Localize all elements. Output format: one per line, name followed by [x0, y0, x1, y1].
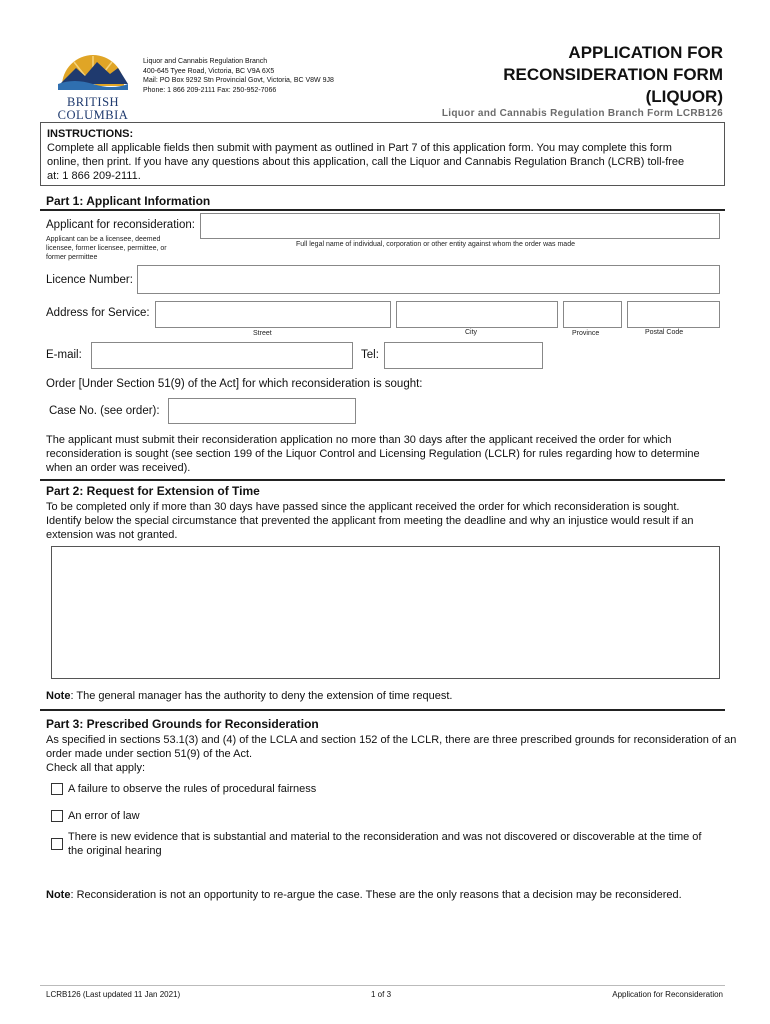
extension-reason-textarea[interactable] — [51, 546, 720, 679]
part3-line-1: As specified in sections 53.1(3) and (4) of the LCLA and section 152 of the LCLR, there are three prescribed grounds for reconsideration of an — [46, 734, 737, 746]
email-label: E-mail: — [46, 349, 82, 361]
tel-label: Tel: — [361, 349, 379, 361]
org-address-1: 400-645 Tyee Road, Victoria, BC V9A 6X5 — [143, 67, 275, 75]
instructions-heading: INSTRUCTIONS: — [47, 128, 134, 140]
form-id: Liquor and Cannabis Regulation Branch Form LCRB126 — [441, 108, 723, 119]
province-input[interactable] — [563, 301, 622, 328]
applicant-note-3: former permittee — [46, 254, 98, 261]
bc-logo — [52, 38, 134, 122]
bc-logo-icon — [52, 38, 134, 90]
part2-line-3: extension was not granted. — [46, 529, 178, 541]
part2-description — [46, 500, 726, 542]
instructions-line-1: Complete all applicable fields then submit with payment as outlined in Part 7 of this application form. You may complete this form — [47, 142, 672, 154]
applicant-name-input[interactable] — [200, 213, 720, 239]
logo-line1: BRITISH — [66, 95, 120, 109]
email-input[interactable] — [91, 342, 353, 369]
org-contact-block — [143, 57, 334, 95]
applicant-note-2: licensee, former licensee, permittee, or — [46, 245, 167, 252]
part2-rule-top — [40, 479, 725, 481]
footer-left: LCRB126 (Last updated 11 Jan 2021) — [46, 990, 181, 999]
part2-note-bold: Note — [46, 690, 71, 702]
footer-right: Application for Reconsideration — [612, 990, 723, 999]
licence-label: Licence Number: — [46, 274, 133, 286]
part1-rule — [40, 209, 725, 211]
deadline-line-2: reconsideration is sought (see section 199 of the Liquor Control and Licensing Regulation (LCLR) for rules regarding how to determine — [46, 448, 700, 460]
province-hint: Province — [572, 330, 600, 337]
part3-note-text: : Reconsideration is not an opportunity to re-argue the case. These are the only reasons that a decision may be reconsidered. — [70, 889, 682, 901]
city-hint: City — [465, 329, 478, 336]
instructions-box — [40, 122, 725, 186]
org-phone: Phone: 1 866 209-2111 Fax: 250-952-7066 — [143, 86, 277, 94]
part2-note — [46, 689, 452, 703]
address-label: Address for Service: — [46, 307, 150, 319]
case-number-input[interactable] — [168, 398, 356, 424]
page-title — [503, 42, 723, 108]
error-of-law-checkbox[interactable] — [51, 810, 63, 822]
instructions-line-2: online, then print. If you have any questions about this application, call the Liquor and Cannabis Regulation Branch (LCRB) toll-free — [47, 156, 685, 168]
licence-number-input[interactable] — [137, 265, 720, 294]
org-address-2: Mail: PO Box 9292 Stn Provincial Govt, Victoria, BC V8W 9J8 — [143, 77, 334, 84]
part1-title: Part 1: Applicant Information — [46, 194, 211, 208]
instructions-line-3: at: 1 866 209-2111. — [47, 170, 141, 182]
new-evidence-line-2: the original hearing — [68, 845, 162, 857]
part3-note — [46, 888, 682, 902]
org-name: Liquor and Cannabis Regulation Branch — [143, 58, 268, 65]
applicant-label: Applicant for reconsideration: — [46, 219, 195, 231]
street-input[interactable] — [155, 301, 391, 328]
part2-line-1: To be completed only if more than 30 days have passed since the applicant received the order for which reconsideration is sought. — [46, 501, 680, 513]
title-line-3: (LIQUOR) — [645, 87, 723, 106]
postal-code-input[interactable] — [627, 301, 720, 328]
tel-input[interactable] — [384, 342, 543, 369]
footer-rule — [40, 985, 725, 986]
deadline-line-3: when an order was received). — [46, 462, 191, 474]
part3-line-3: Check all that apply: — [46, 762, 146, 774]
applicant-hint: Full legal name of individual, corporation or other entity against whom the order was made — [296, 241, 575, 248]
new-evidence-checkbox[interactable] — [51, 838, 63, 850]
part3-rule-top — [40, 709, 725, 711]
case-label: Case No. (see order): — [49, 405, 160, 417]
part3-note-bold: Note — [46, 889, 71, 901]
new-evidence-label — [68, 830, 758, 858]
postal-hint: Postal Code — [645, 329, 684, 336]
part3-line-2: order made under section 51(9) of the Act. — [46, 748, 253, 760]
applicant-note-1: Applicant can be a licensee, deemed — [46, 236, 161, 243]
procedural-fairness-checkbox[interactable] — [51, 783, 63, 795]
part3-description — [46, 733, 766, 775]
part1-deadline-paragraph — [46, 433, 726, 475]
part2-note-text: : The general manager has the authority to deny the extension of time request. — [70, 690, 453, 702]
title-line-1: APPLICATION FOR — [568, 43, 723, 62]
part2-line-2: Identify below the special circumstance that prevented the applicant from meeting the deadline and why an injustice would result if an — [46, 515, 694, 527]
logo-line2: COLUMBIA — [57, 108, 129, 122]
city-input[interactable] — [396, 301, 558, 328]
new-evidence-line-1: There is new evidence that is substantial and material to the reconsideration and was not discovered or discoverable at the time of — [68, 831, 702, 843]
part2-title: Part 2: Request for Extension of Time — [46, 484, 260, 498]
part3-title: Part 3: Prescribed Grounds for Reconsideration — [46, 717, 319, 731]
deadline-line-1: The applicant must submit their reconsideration application no more than 30 days after the applicant received the order for which — [46, 434, 672, 446]
title-line-2: RECONSIDERATION FORM — [503, 65, 723, 84]
order-label: Order [Under Section 51(9) of the Act] for which reconsideration is sought: — [46, 378, 423, 390]
procedural-fairness-label: A failure to observe the rules of procedural fairness — [68, 783, 317, 795]
applicant-note — [46, 235, 167, 262]
footer-page-number: 1 of 3 — [371, 990, 392, 999]
error-of-law-label: An error of law — [68, 810, 140, 822]
street-hint: Street — [253, 330, 272, 337]
